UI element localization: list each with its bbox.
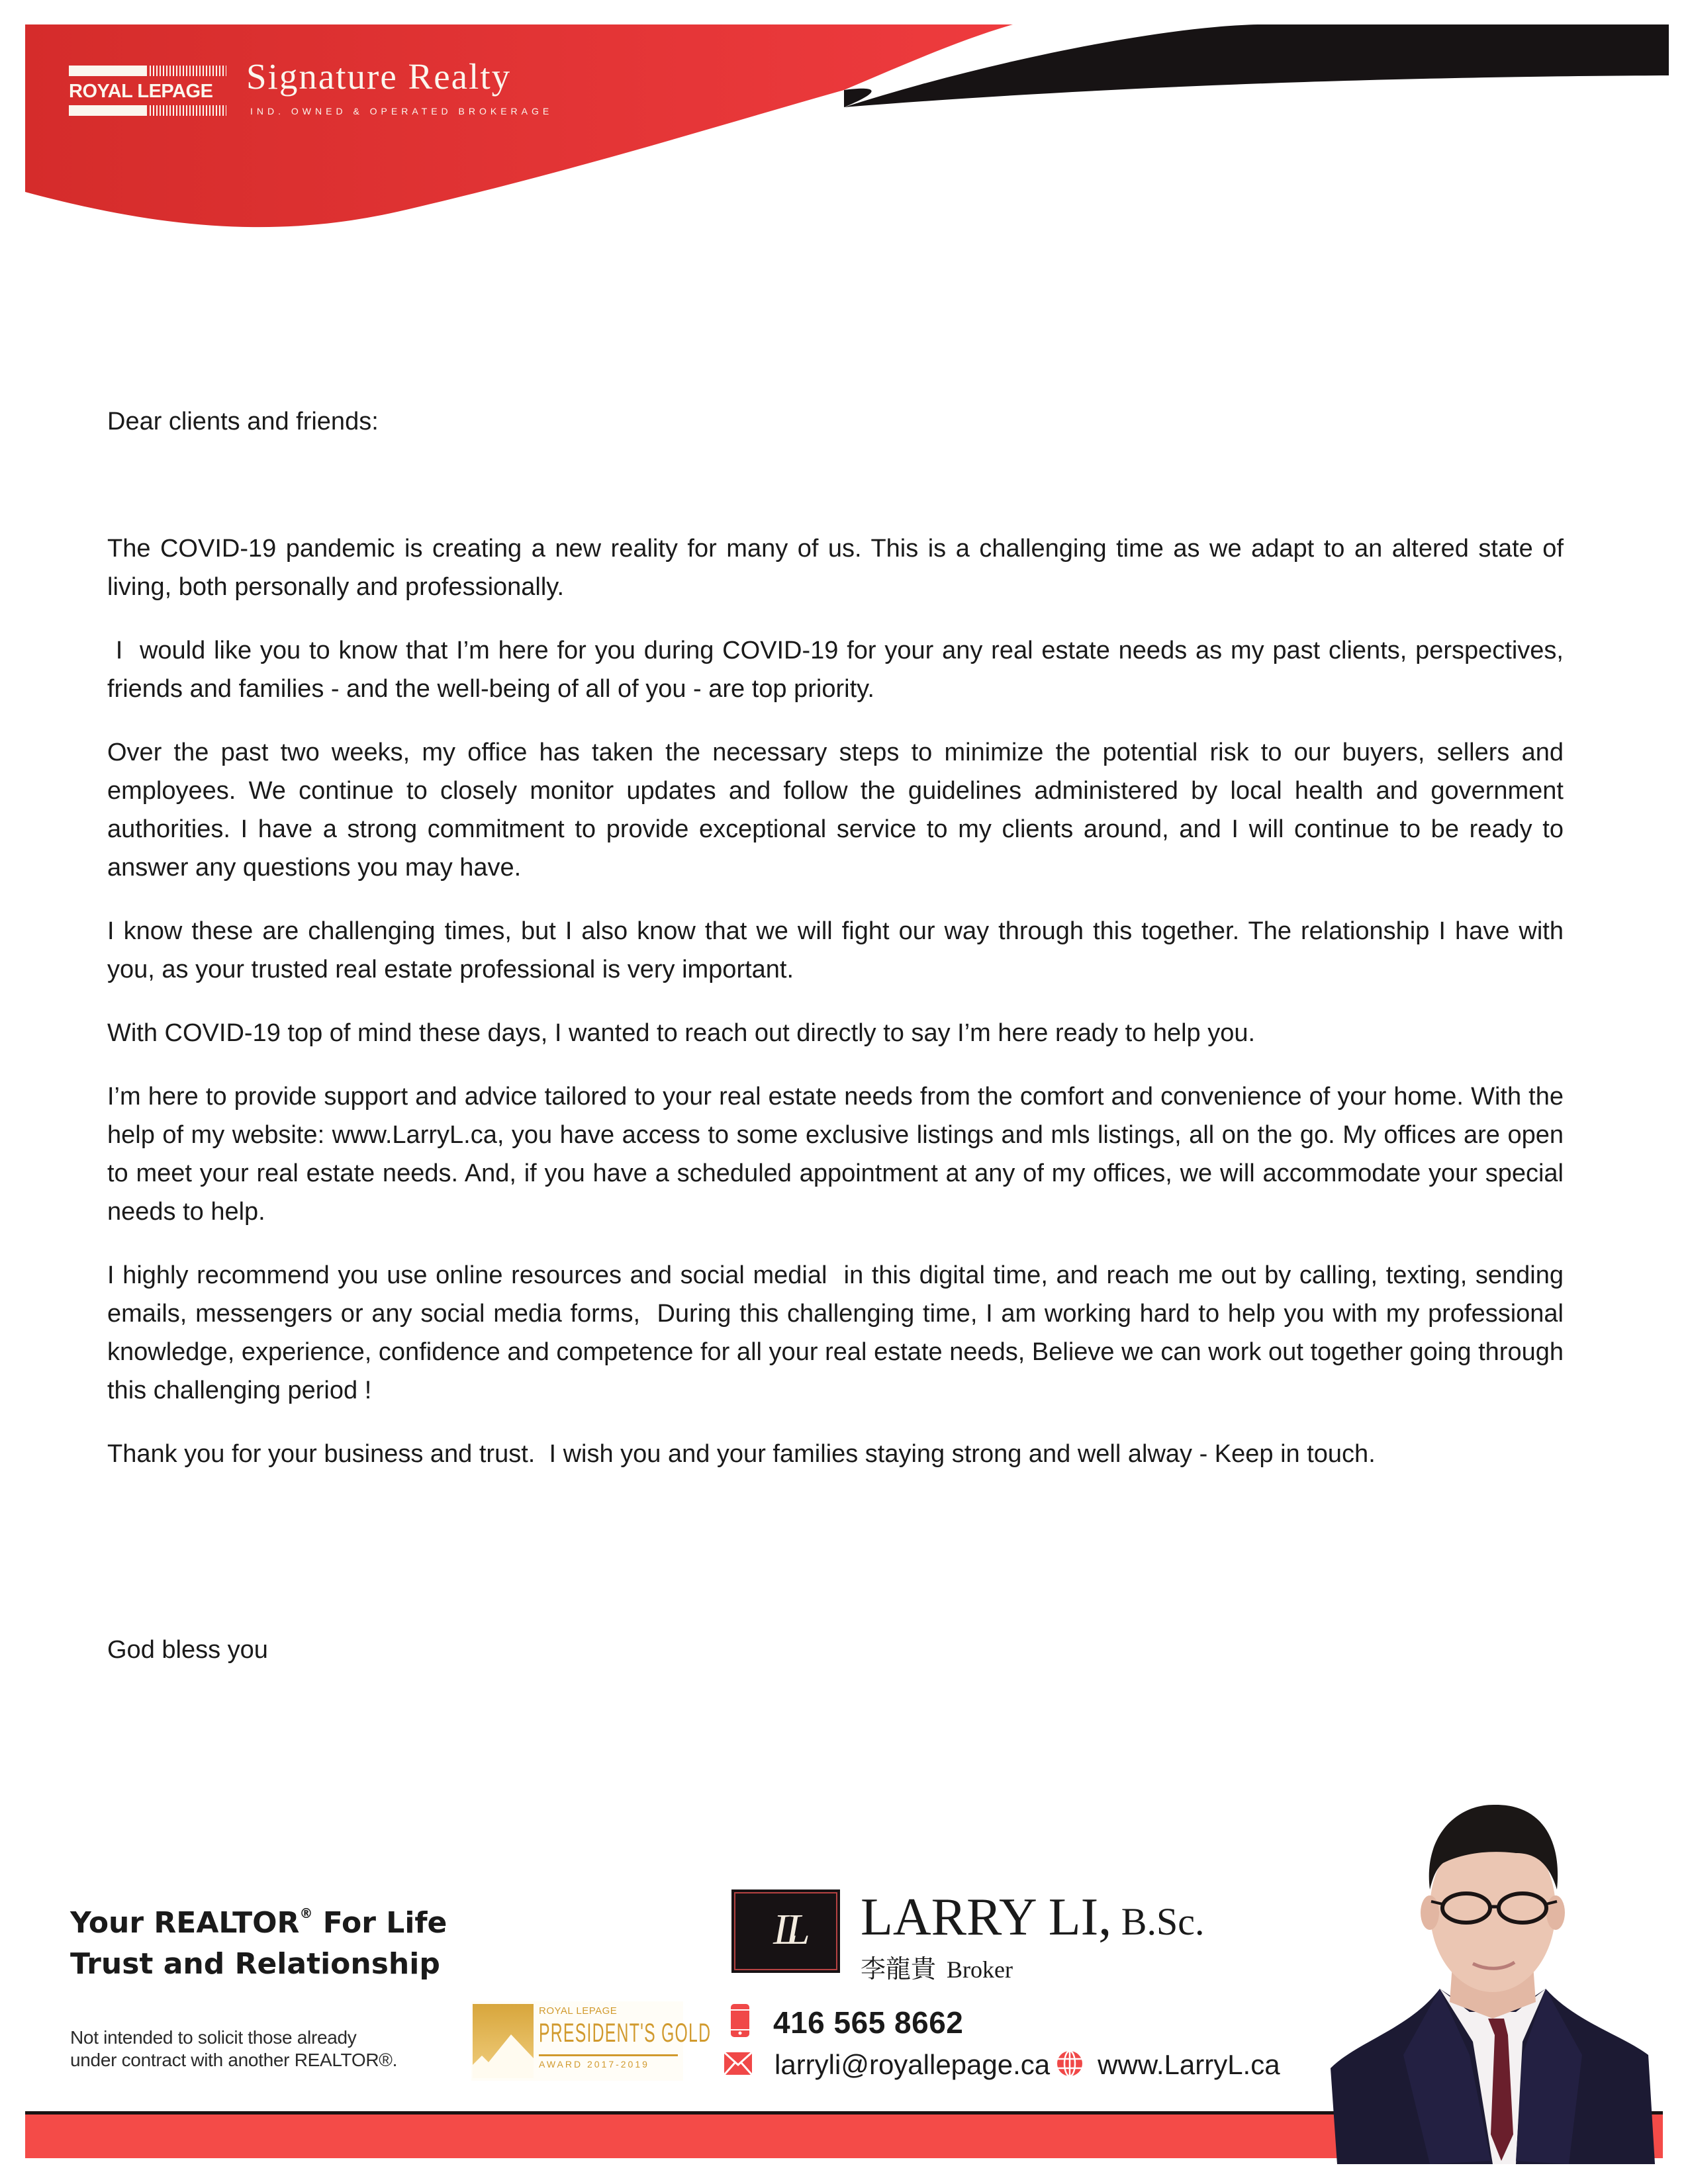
paragraph: With COVID-19 top of mind these days, I wanted to reach out directly to say I’m here ready to help you. xyxy=(107,1019,1256,1047)
brokerage-tagline: IND. OWNED & OPERATED BROKERAGE xyxy=(250,106,553,116)
envelope-icon xyxy=(724,2052,752,2078)
ll-monogram-logo: LL xyxy=(731,1889,840,1973)
solicitation-disclaimer: Not intended to solicit those already under contract with another REALTOR®. xyxy=(70,2027,398,2070)
header-swoosh-graphic xyxy=(0,0,1688,238)
contact-phone[interactable]: 416 565 8662 xyxy=(731,2004,963,2040)
paragraph: Over the past two weeks, my office has taken the necessary steps to minimize the potential risk to our buyers, sellers and employees. We continue to closely monitor updates and follow the guidelines administered by local health and government authorities. I have a strong commitment to provide exceptional service to my clients around, and I will continue to be ready to answer any questions you may have. xyxy=(107,739,1564,882)
globe-icon xyxy=(1056,2050,1083,2080)
mountain-flag-icon xyxy=(473,2004,534,2078)
email-link[interactable]: larryli@royallepage.ca xyxy=(774,2049,1051,2080)
agent-name: LARRY LI, B.Sc. xyxy=(861,1888,1205,1946)
letter-greeting: Dear clients and friends: xyxy=(107,408,379,435)
brokerage-name: Signature Realty xyxy=(246,56,512,97)
realtor-tagline: Your REALTOR® For Life Trust and Relationship xyxy=(70,1905,447,1981)
website-link[interactable]: www.LarryL.ca xyxy=(1098,2049,1280,2080)
letter-closing: God bless you xyxy=(107,1636,268,1664)
paragraph: I highly recommend you use online resources and social medial in this digital time, and reach me out by calling, texting, sending emails, messengers or any social media forms, During this challenging time, I am working hard to help you with my professional knowledge, experience, confidence and competence for all your real estate needs, Believe we can work out together going through this challenging period ! xyxy=(107,1261,1571,1404)
presidents-gold-award-badge: ROYAL LEPAGE PRESIDENT'S GOLD AWARD 2017-2019 xyxy=(471,2001,683,2081)
letterhead-header xyxy=(0,0,1688,238)
paragraph: The COVID-19 pandemic is creating a new reality for many of us. This is a challenging time as we adapt to an altered state of living, both personally and professionally. xyxy=(107,535,1564,601)
paragraph: I know these are challenging times, but I also know that we will fight our way through this together. The relationship I have with you, as your trusted real estate professional is very important. xyxy=(107,917,1564,983)
royal-lepage-logo: ROYAL LEPAGE xyxy=(69,66,226,116)
mobile-phone-icon xyxy=(731,2004,749,2040)
agent-portrait-photo xyxy=(1317,1790,1662,2164)
contact-email-web xyxy=(724,2049,1280,2081)
paragraph: I’m here to provide support and advice tailored to your real estate needs from the comfort and convenience of your home. With the help of my website: www.LarryL.ca, you have access to some exclusive listings and mls listings, all on the go. My offices are open to meet your real estate needs. And, if you have a scheduled appointment at any of my offices, we will accommodate your special needs to help. xyxy=(107,1083,1564,1226)
paragraph: Thank you for your business and trust. I wish you and your families staying strong and well alway - Keep in touch. xyxy=(107,1440,1376,1468)
agent-title: 李龍貴 Broker xyxy=(861,1954,1013,1983)
letter-body xyxy=(107,529,1571,1498)
paragraph: I would like you to know that I’m here for you during COVID-19 for your any real estate needs as my past clients, perspectives, friends and families - and the well-being of all of you - are top priority. xyxy=(107,637,1571,703)
